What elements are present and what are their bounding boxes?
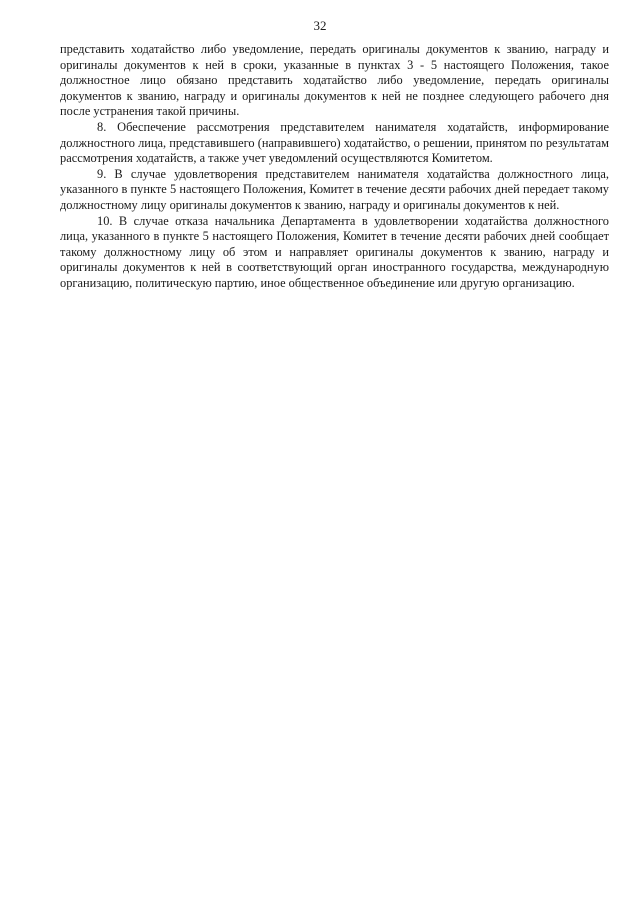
paragraph-item-10: 10. В случае отказа начальника Департамента в удовлетворении ходатайства должностного лица, указанного в пункте 5 настоящего Положения, Комитет в течение десяти рабочих дней сообщает такому должностному лицу об этом и направляет оригиналы документов к званию, награду и оригиналы документов к ней в соответствующий орган иностранного государства, международную организацию, политическую партию, иное общественное объединение или другую организацию. xyxy=(60,213,609,290)
paragraph-item-9: 9. В случае удовлетворения представителем нанимателя ходатайства должностного лица, указанного в пункте 5 настоящего Положения, Комитет в течение десяти рабочих дней передает такому должностному лицу оригиналы документов к званию, награду и оригиналы документов к ней. xyxy=(60,166,609,212)
page-number: 32 xyxy=(313,18,327,33)
document-body xyxy=(60,42,609,292)
paragraph-continuation: представить ходатайство либо уведомление, передать оригиналы документов к званию, награду и оригиналы документов к ней в сроки, указанные в пунктах 3 - 5 настоящего Положения, такое должностное лицо обязано представить ходатайство либо уведомление, передать оригиналы документов к званию, награду и оригиналы документов к ней не позднее следующего рабочего дня после устранения такой причины. xyxy=(60,42,609,119)
paragraph-item-8: 8. Обеспечение рассмотрения представителем нанимателя ходатайств, информирование должностного лица, представившего (направившего) ходатайство, о решении, принятом по результатам рассмотрения ходатайств, а также учет уведомлений осуществляются Комитетом. xyxy=(60,119,609,166)
